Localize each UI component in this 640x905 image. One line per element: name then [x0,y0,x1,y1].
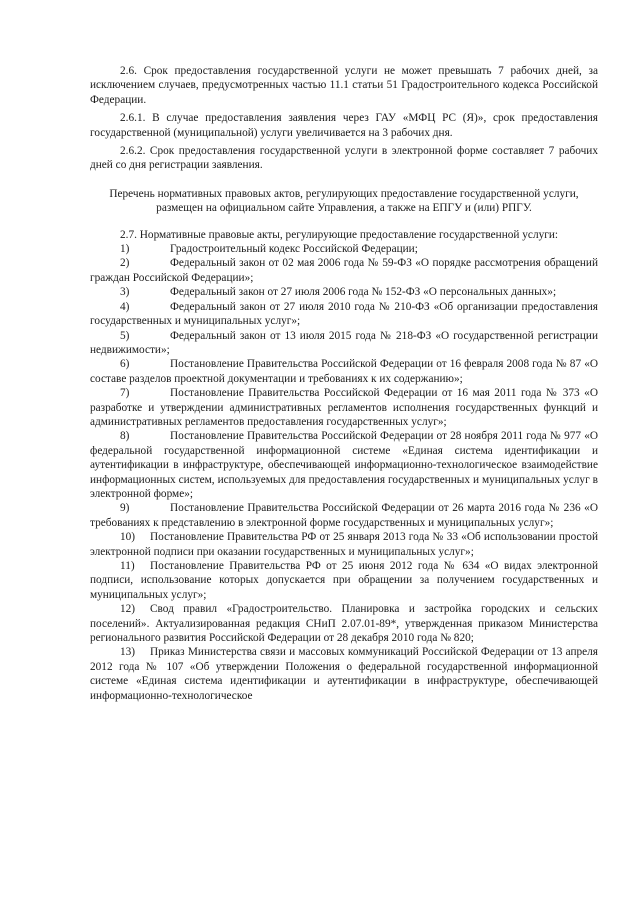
list-item-text: Федеральный закон от 13 июля 2015 года № 218-ФЗ «О государственной регистрации недвижимости»; [90,329,598,356]
paragraph-2-7: 2.7. Нормативные правовые акты, регулирующие предоставление государственной услуги: [120,228,559,241]
list-item-number: 3) [120,286,130,299]
list-item [90,300,598,329]
list-item [90,285,598,299]
list-item [90,242,598,256]
list-item-number: 8) [120,430,130,443]
list-item-number: 7) [120,387,130,400]
list-item-text: Градостроительный кодекс Российской Федерации; [170,243,418,256]
list-item [90,602,598,645]
paragraph-2-6-2: 2.6.2. Срок предоставления государственной услуги в электронной форме составляет 7 рабочих дней со дня регистрации заявления. [90,145,598,172]
document-page [90,64,598,703]
list-item-text: Постановление Правительства Российской Федерации от 26 марта 2016 года № 236 «О требованиях к представлению в электронной форме государственных и муниципальных услуг»; [90,502,598,529]
list-item-text: Постановление Правительства Российской Федерации от 28 ноября 2011 года № 977 «О федеральной государственной информационной системе «Единая система идентификации и аутентификации в инфраструктуре, обеспечивающей информационно-технологическое взаимодействие информационных систем, используемых для предоставления государственных и муниципальных услуг в электронной форме»; [90,430,598,500]
list-item [90,501,598,530]
list-item-number: 13) [120,646,136,659]
list-item-number: 9) [120,502,130,515]
list-item-number: 2) [120,257,130,270]
list-item-text: Федеральный закон от 02 мая 2006 года № 59-ФЗ «О порядке рассмотрения обращений граждан Российской Федерации»; [90,257,598,284]
list-item-number: 12) [120,603,136,616]
list-item-text: Федеральный закон от 27 июля 2006 года № 152-ФЗ «О персональных данных»; [170,286,557,299]
list-item [90,357,598,386]
list-item-text: Постановление Правительства Российской Федерации от 16 мая 2011 года № 373 «О разработке и утверждении административных регламентов исполнения государственных функций и административных регламентов предоставления государственных услуг»; [90,387,598,428]
list-item [90,329,598,358]
list-item [90,530,598,559]
paragraph-2-6-1: 2.6.1. В случае предоставления заявления через ГАУ «МФЦ РС (Я)», срок предоставления государственной (муниципальной) услуги увеличивается на 3 рабочих дня. [90,112,598,139]
list-item-number: 6) [120,358,130,371]
list-item-text: Приказ Министерства связи и массовых коммуникаций Российской Федерации от 13 апреля 2012 года № 107 «Об утверждении Положения о федеральной государственной информационной системе «Единая система идентификации и аутентификации в инфраструктуре, обеспечивающей информационно-технологическое [90,646,598,702]
section-heading: Перечень нормативных правовых актов, регулирующих предоставление государственной услуги, размещен на официальном сайте Управления, а также на ЕПГУ и (или) РПГУ. [109,187,579,215]
list-item-text: Федеральный закон от 27 июля 2010 года № 210-ФЗ «Об организации предоставления государственных и муниципальных услуг»; [90,300,598,328]
list-item-number: 10) [120,531,136,544]
list-item [90,559,598,602]
list-item [90,386,598,429]
list-item-number: 4) [120,300,130,313]
list-item-number: 11) [120,560,135,572]
paragraph-2-6: 2.6. Срок предоставления государственной услуги не может превышать 7 рабочих дней, за исключением случаев, предусмотренных частью 11.1 статьи 51 Градостроительного кодекса Российской Федерации. [90,65,598,106]
list-item-number: 1) [120,243,130,256]
list-item-text: Постановление Правительства РФ от 25 января 2013 года № 33 «Об использовании простой электронной подписи при оказании государственных и муниципальных услуг»; [90,531,598,558]
list-item-text: Свод правил «Градостроительство. Планировка и застройка городских и сельских поселений». Актуализированная редакция СНиП 2.07.01-89*, утвержденная приказом Министерства регионального развития Российской Федерации от 28 декабря 2010 года № 820; [90,603,598,645]
list-item-text: Постановление Правительства Российской Федерации от 16 февраля 2008 года № 87 «О составе разделов проектной документации и требованиях к их содержанию»; [90,358,598,385]
list-item [90,429,598,501]
list-item-text: Постановление Правительства РФ от 25 июня 2012 года № 634 «О видах электронной подписи, использование которых допускается при обращении за получением государственных и муниципальных услуг»; [90,560,598,601]
list-item [90,645,598,703]
list-item [90,256,598,285]
legal-acts-list [90,242,598,703]
list-item-number: 5) [120,329,130,342]
